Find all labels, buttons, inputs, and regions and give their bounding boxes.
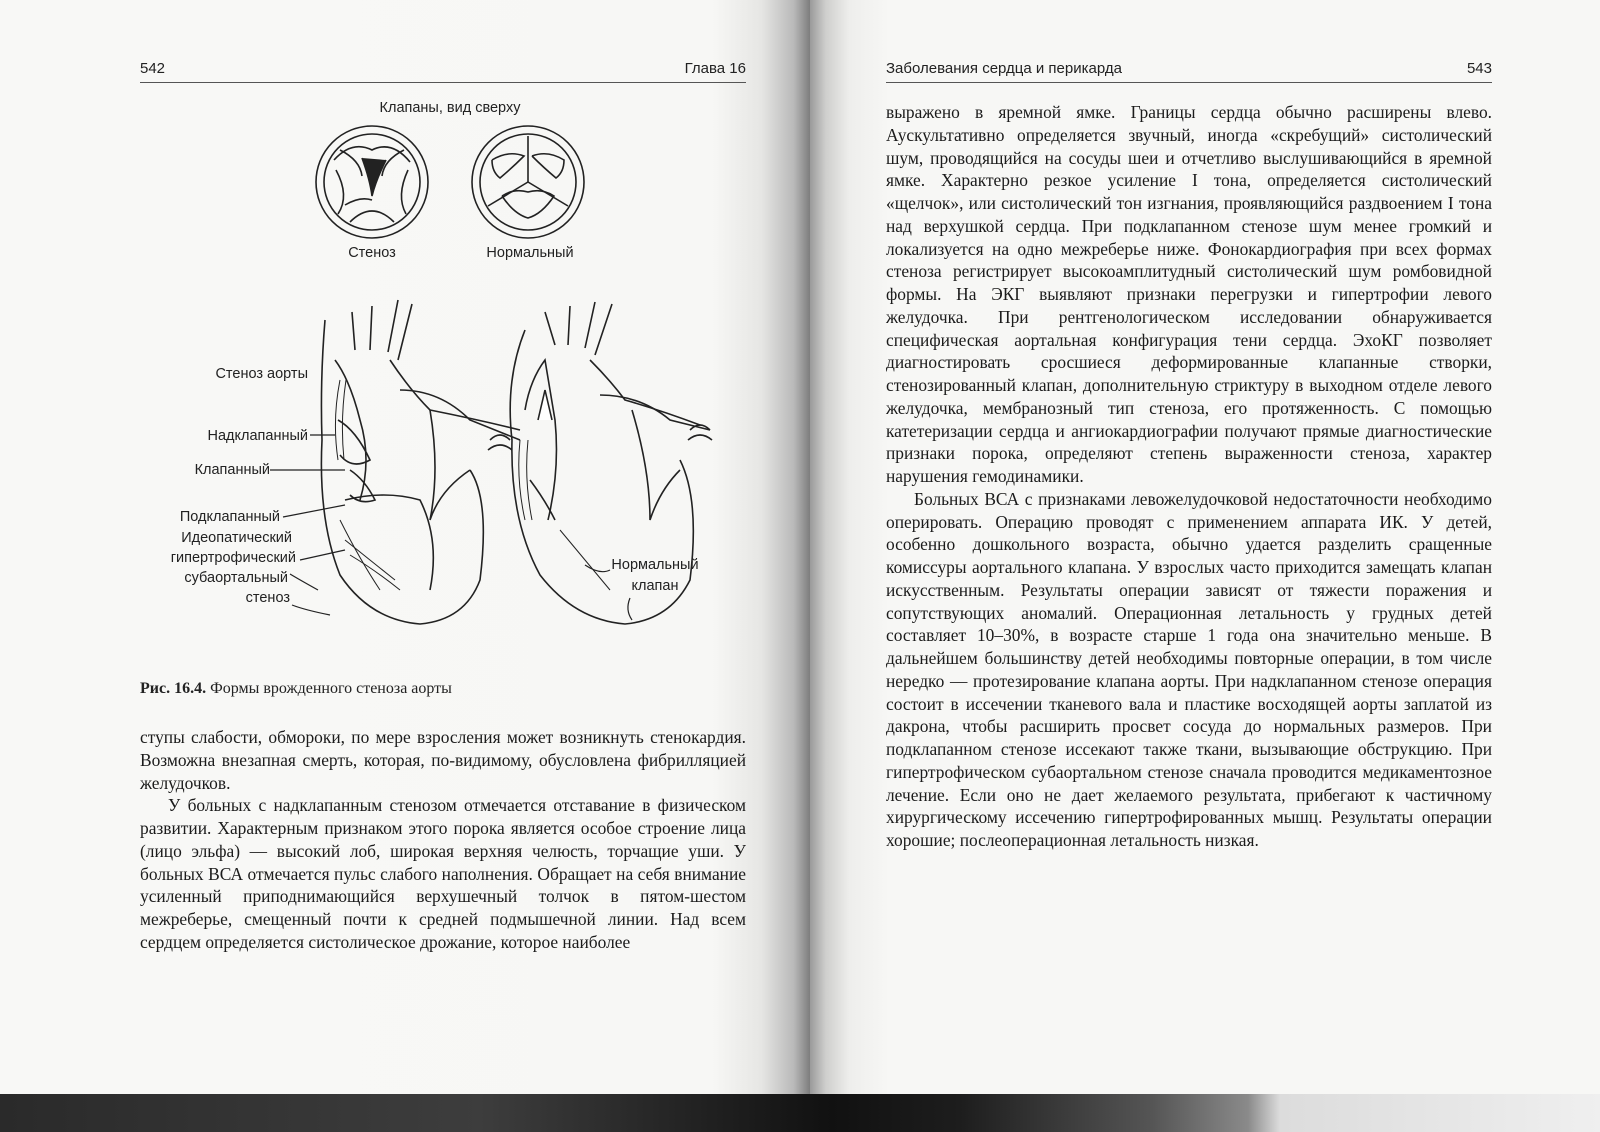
label-subvalvular: Подклапанный — [179, 509, 280, 525]
figure-caption — [140, 680, 452, 698]
label-normal-valve-2: клапан — [631, 578, 679, 594]
right-page-number: 543 — [1466, 60, 1492, 77]
normal-heart-drawing — [510, 302, 712, 624]
label-idiopathic-2: гипертрофический — [170, 550, 296, 566]
left-page-number: 542 — [140, 60, 166, 77]
label-idiopathic-3: субаортальный — [184, 570, 288, 586]
label-valvular: Клапанный — [194, 462, 270, 478]
label-supravalvular: Надклапанный — [207, 428, 308, 444]
right-body-text — [886, 101, 1492, 852]
scan-bottom-edge — [0, 1094, 1600, 1132]
label-idiopathic-4: стеноз — [245, 590, 290, 606]
left-paragraph-2: У больных с надклапанным стенозом отмечается отставание в физическом развитии. Характерным признаком этого порока является особое строение лица (лицо эльфа) — высокий лоб, широкая верхняя челюсть, торчащие уши. У больных ВСА отмечается пульс слабого наполнения. Обращает на себя внимание усиленный приподнимающийся верхушечный толчок в пятом-шестом межреберье, смещенный почти к средней подмышечной линии. Над всем сердцем определяется систолическое дрожание, которое наиболее — [140, 795, 746, 952]
right-paragraph-1: выражено в яремной ямке. Границы сердца обычно расширены влево. Аускультативно определяется звучный, иногда «скребущий» систолический шум, проводящийся на сосуды шеи и отчетливо выслушивающийся в яремной ямке. Характерно резкое усиление I тона, определяется систолический «щелчок», или систолический тон изгнания, проявляющийся раздвоением I тона над верхушкой сердца. При подклапанном стенозе шум менее громкий и локализуется на одно межреберье ниже. Фонокардиография при всех формах стеноза регистрирует высокоамплитудный систолический шум ромбовидной формы. На ЭКГ выявляют признаки перегрузки и гипертрофии левого желудочка. При рентгенологическом исследовании обнаруживается специфическая аортальная конфигурация тени сердца. ЭхоКГ позволяет диагностировать сросшиеся деформированные клапанные створки, стенозированный клапан, дополнительную стриктуру в выходном отделе левого желудочка, мембранозный тип стеноза, его протяженность. С помощью катетеризации сердца и ангиокардиографии получают прямые диагностические признаки порока, определяют степень выраженности стеноза, характер нарушения гемодинамики. — [886, 102, 1492, 486]
right-header-rule — [886, 82, 1492, 83]
right-chapter-header: Заболевания сердца и перикарда — [886, 60, 1122, 77]
stenotic-heart-drawing — [321, 300, 520, 624]
left-body-text — [140, 726, 746, 954]
left-paragraph-1: ступы слабости, обмороки, по мере взросления может возникнуть стенокардия. Возможна внезапная смерть, которая, по-видимому, обусловлена фибрилляцией желудочков. — [140, 727, 746, 793]
label-aortic-stenosis: Стеноз аорты — [215, 366, 308, 382]
left-chapter-header: Глава 16 — [684, 60, 746, 77]
label-idiopathic-1: Идеопатический — [181, 530, 292, 546]
figure-caption-label: Рис. 16.4. — [140, 680, 207, 697]
valve-label-stenosis: Стеноз — [348, 245, 396, 261]
stenotic-valve-icon — [316, 126, 428, 238]
leader-lines — [270, 435, 632, 620]
normal-valve-icon — [472, 126, 584, 238]
figure-title: Клапаны, вид сверху — [379, 100, 521, 116]
valve-label-normal: Нормальный — [486, 245, 574, 261]
figure-caption-text: Формы врожденного стеноза аорты — [206, 680, 452, 697]
label-normal-valve-1: Нормальный — [611, 557, 699, 573]
right-paragraph-2: Больных ВСА с признаками левожелудочковой недостаточности необходимо оперировать. Операцию проводят с применением аппарата ИК. У детей, особенно дошкольного возраста, обычно удается разделить сращенные комиссуры аортального клапана. У взрослых часто приходится замещать клапан искусственным. Результаты операции зависят от тяжести поражения и сопутствующих аномалий. Операционная летальность у грудных детей составляет 10–30%, в возрасте старше 1 года она значительно меньше. В дальнейшем большинству детей необходимы повторные операции, в том числе нередко — протезирование клапана аорты. При надклапанном стенозе операция состоит в иссечении тканевого вала и пластике восходящей аорты заплатой из дакрона, чтобы расширить просвет сосуда до нормальных размеров. При подклапанном стенозе иссекают также ткани, вызывающие обструкцию. При гипертрофическом субаортальном стенозе сначала проводится медикаментозное лечение. Если оно не дает желаемого результата, прибегают к частичному хирургическому иссечению гипертрофированных мышц. Результаты операции хорошие; послеоперационная летальность низкая. — [886, 488, 1492, 850]
